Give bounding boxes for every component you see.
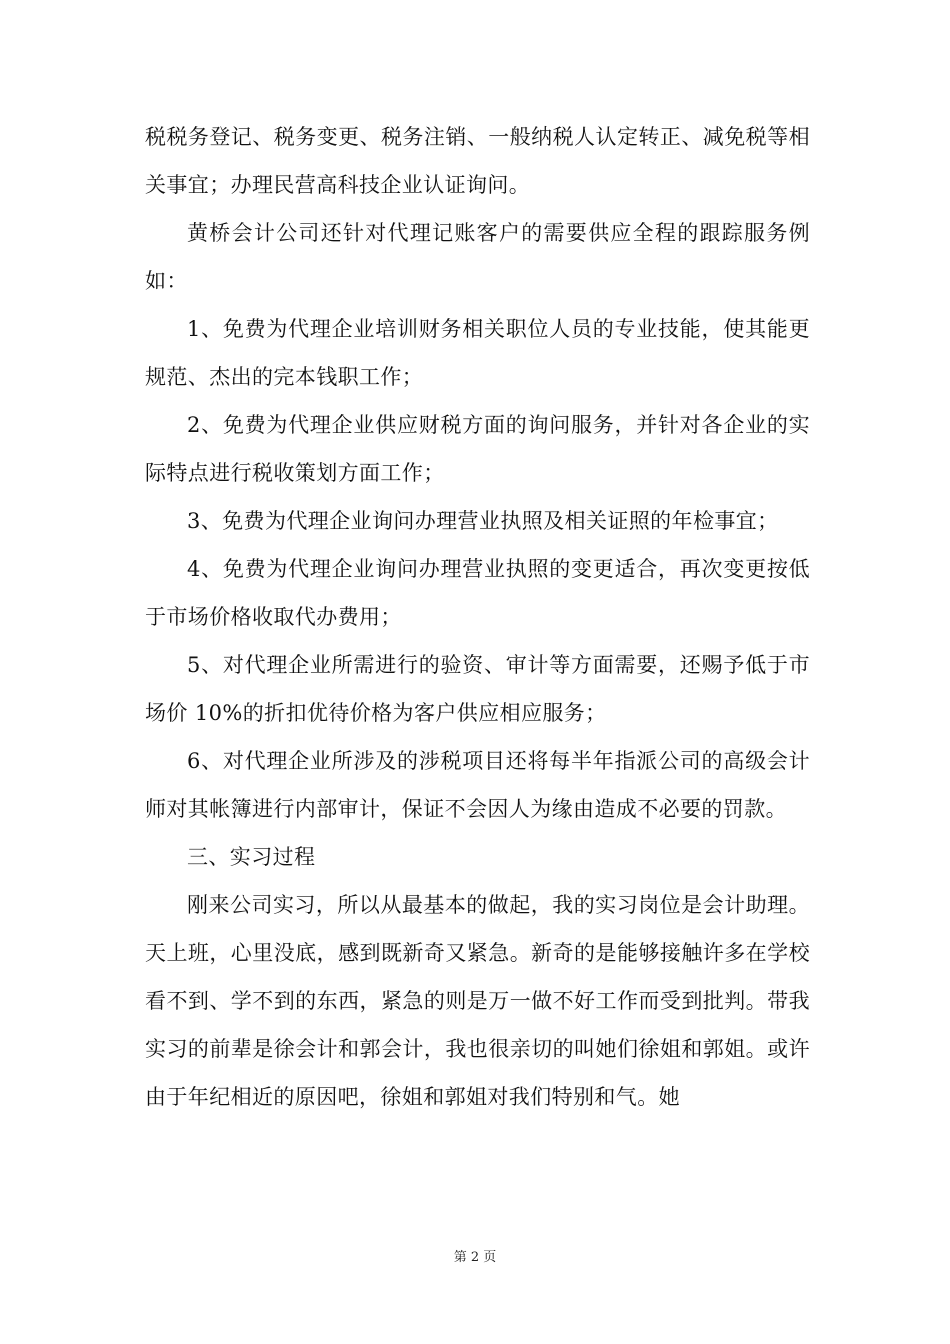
page-number-footer: 第 2 页 [453, 1250, 497, 1265]
section-heading-internship-process: 三、实习过程 [187, 845, 316, 869]
paragraph-tracking-services: 黄桥会计公司还针对代理记账客户的需要供应全程的跟踪服务例如： [145, 221, 810, 293]
document-body [145, 113, 810, 1121]
list-item-5: 5、对代理企业所需进行的验资、审计等方面需要，还赐予低于市场价 10%的折扣优待价格为客户供应相应服务； [145, 653, 810, 725]
list-item-1: 1、免费为代理企业培训财务相关职位人员的专业技能，使其能更规范、杰出的完本钱职工作； [145, 317, 810, 389]
list-item-4: 4、免费为代理企业询问办理营业执照的变更适合，再次变更按低于市场价格收取代办费用； [145, 557, 810, 629]
list-item-2: 2、免费为代理企业供应财税方面的询问服务，并针对各企业的实际特点进行税收策划方面工作； [145, 413, 810, 485]
paragraph-continuation: 税税务登记、税务变更、税务注销、一般纳税人认定转正、减免税等相关事宜；办理民营高科技企业认证询问。 [145, 125, 810, 197]
list-item-6: 6、对代理企业所涉及的涉税项目还将每半年指派公司的高级会计师对其帐簿进行内部审计，保证不会因人为缘由造成不必要的罚款。 [145, 749, 810, 821]
paragraph-internship-narrative: 刚来公司实习，所以从最基本的做起，我的实习岗位是会计助理。天上班，心里没底，感到既新奇又紧急。新奇的是能够接触许多在学校看不到、学不到的东西，紧急的则是万一做不好工作而受到批判。带我实习的前辈是徐会计和郭会计，我也很亲切的叫她们徐姐和郭姐。或许由于年纪相近的原因吧，徐姐和郭姐对我们特别和气。她 [145, 893, 810, 1109]
list-item-3: 3、免费为代理企业询问办理营业执照及相关证照的年检事宜； [187, 509, 779, 533]
